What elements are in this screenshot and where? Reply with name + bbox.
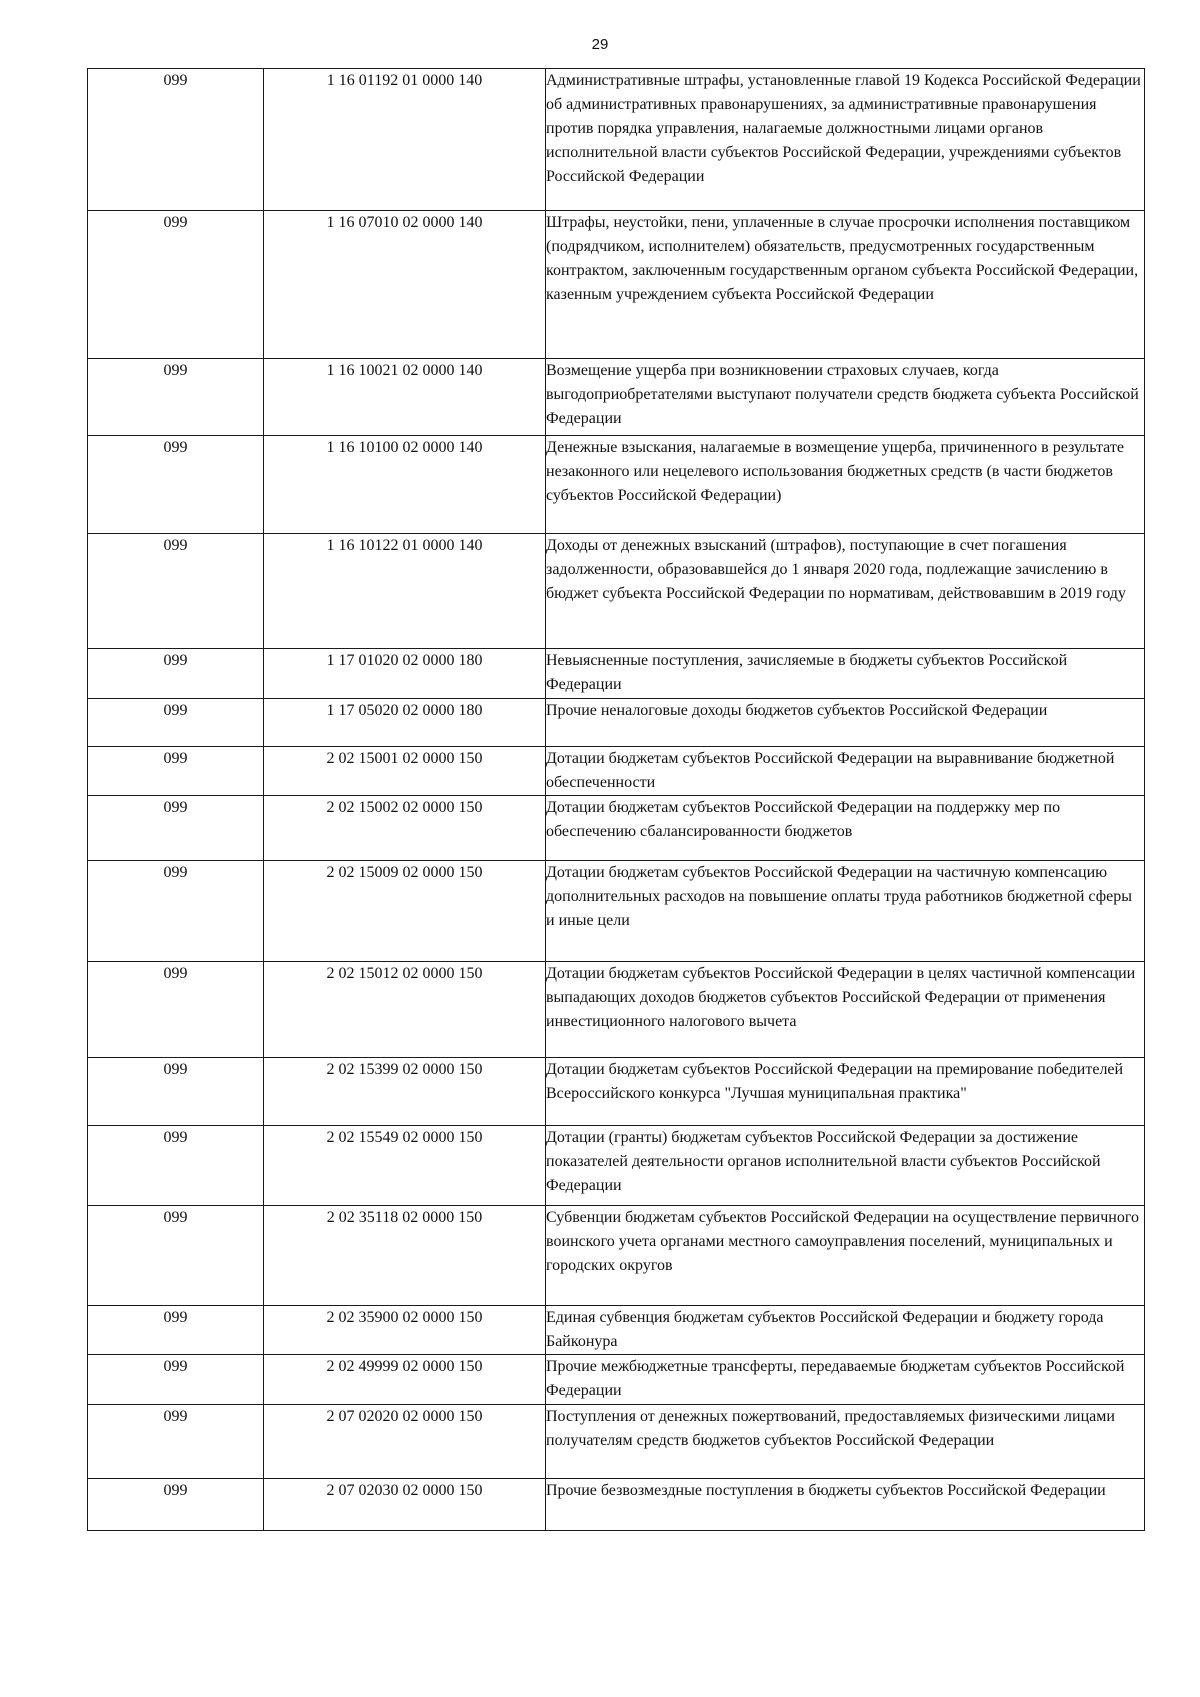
table-row [88,1306,1145,1355]
budget-code-cell: 2 02 49999 02 0000 150 [264,1355,546,1405]
budget-code-cell: 2 02 15399 02 0000 150 [264,1058,546,1126]
revenue-name-cell: Дотации бюджетам субъектов Российской Федерации на поддержку мер по обеспечению сбалансированности бюджетов [546,796,1145,861]
table-row [88,796,1145,861]
table-row [88,747,1145,796]
page-number: 29 [591,36,609,53]
budget-code-cell: 1 16 01192 01 0000 140 [264,69,546,211]
table-row [88,69,1145,211]
table-row [88,211,1145,359]
table-row [88,649,1145,699]
budget-code-cell: 2 02 15012 02 0000 150 [264,962,546,1058]
budget-code-cell: 2 02 15001 02 0000 150 [264,747,546,796]
budget-code-cell: 1 17 01020 02 0000 180 [264,649,546,699]
revenue-name-cell: Единая субвенция бюджетам субъектов Российской Федерации и бюджету города Байконура [546,1306,1145,1355]
revenue-name-cell: Штрафы, неустойки, пени, уплаченные в случае просрочки исполнения поставщиком (подрядчиком, исполнителем) обязательств, предусмотренных государственным контрактом, заключенным государственным органом субъекта Российской Федерации, казенным учреждением субъекта Российской Федерации [546,211,1145,359]
revenue-name-cell: Прочие неналоговые доходы бюджетов субъектов Российской Федерации [546,699,1145,747]
revenue-name-cell: Субвенции бюджетам субъектов Российской Федерации на осуществление первичного воинского учета органами местного самоуправления поселений, муниципальных и городских округов [546,1206,1145,1306]
admin-code-cell: 099 [88,796,264,861]
table-row [88,699,1145,747]
revenue-name-cell: Возмещение ущерба при возникновении страховых случаев, когда выгодоприобретателями выступают получатели средств бюджета субъекта Российской Федерации [546,359,1145,436]
revenue-name-cell: Дотации бюджетам субъектов Российской Федерации на выравнивание бюджетной обеспеченности [546,747,1145,796]
revenue-name-cell: Доходы от денежных взысканий (штрафов), поступающие в счет погашения задолженности, образовавшейся до 1 января 2020 года, подлежащие зачислению в бюджет субъекта Российской Федерации по нормативам, действовавшим в 2019 году [546,534,1145,649]
revenue-name-cell: Административные штрафы, установленные главой 19 Кодекса Российской Федерации об административных правонарушениях, за административные правонарушения против порядка управления, налагаемые должностными лицами органов исполнительной власти субъектов Российской Федерации, учреждениями субъектов Российской Федерации [546,69,1145,211]
budget-code-cell: 2 07 02030 02 0000 150 [264,1479,546,1531]
admin-code-cell: 099 [88,1479,264,1531]
budget-code-cell: 1 16 07010 02 0000 140 [264,211,546,359]
table-row [88,436,1145,534]
budget-code-cell: 1 16 10122 01 0000 140 [264,534,546,649]
table-row [88,1479,1145,1531]
budget-code-cell: 2 07 02020 02 0000 150 [264,1405,546,1479]
revenue-name-cell: Дотации (гранты) бюджетам субъектов Российской Федерации за достижение показателей деятельности органов исполнительной власти субъектов Российской Федерации [546,1126,1145,1206]
revenue-name-cell: Прочие безвозмездные поступления в бюджеты субъектов Российской Федерации [546,1479,1145,1531]
budget-code-cell: 2 02 35900 02 0000 150 [264,1306,546,1355]
revenue-codes-table [87,68,1145,1531]
revenue-name-cell: Денежные взыскания, налагаемые в возмещение ущерба, причиненного в результате незаконного или нецелевого использования бюджетных средств (в части бюджетов субъектов Российской Федерации) [546,436,1145,534]
budget-code-cell: 2 02 35118 02 0000 150 [264,1206,546,1306]
table-row [88,534,1145,649]
table-row [88,1355,1145,1405]
revenue-name-cell: Невыясненные поступления, зачисляемые в бюджеты субъектов Российской Федерации [546,649,1145,699]
table-row [88,962,1145,1058]
table-row [88,1126,1145,1206]
admin-code-cell: 099 [88,699,264,747]
admin-code-cell: 099 [88,1355,264,1405]
admin-code-cell: 099 [88,1126,264,1206]
revenue-name-cell: Дотации бюджетам субъектов Российской Федерации в целях частичной компенсации выпадающих доходов бюджетов субъектов Российской Федерации от применения инвестиционного налогового вычета [546,962,1145,1058]
budget-code-cell: 1 16 10100 02 0000 140 [264,436,546,534]
revenue-name-cell: Дотации бюджетам субъектов Российской Федерации на премирование победителей Всероссийского конкурса "Лучшая муниципальная практика" [546,1058,1145,1126]
revenue-name-cell: Поступления от денежных пожертвований, предоставляемых физическими лицами получателям средств бюджетов субъектов Российской Федерации [546,1405,1145,1479]
revenue-name-cell: Дотации бюджетам субъектов Российской Федерации на частичную компенсацию дополнительных расходов на повышение оплаты труда работников бюджетной сферы и иные цели [546,861,1145,962]
budget-code-cell: 1 17 05020 02 0000 180 [264,699,546,747]
admin-code-cell: 099 [88,436,264,534]
admin-code-cell: 099 [88,359,264,436]
table-row [88,1405,1145,1479]
admin-code-cell: 099 [88,861,264,962]
admin-code-cell: 099 [88,534,264,649]
admin-code-cell: 099 [88,1306,264,1355]
budget-code-cell: 2 02 15002 02 0000 150 [264,796,546,861]
table-row [88,1206,1145,1306]
table-body [88,69,1145,1531]
table-row [88,861,1145,962]
budget-code-cell: 2 02 15009 02 0000 150 [264,861,546,962]
budget-code-cell: 1 16 10021 02 0000 140 [264,359,546,436]
admin-code-cell: 099 [88,1405,264,1479]
revenue-name-cell: Прочие межбюджетные трансферты, передаваемые бюджетам субъектов Российской Федерации [546,1355,1145,1405]
admin-code-cell: 099 [88,649,264,699]
table-row [88,359,1145,436]
admin-code-cell: 099 [88,747,264,796]
table-row [88,1058,1145,1126]
admin-code-cell: 099 [88,1058,264,1126]
admin-code-cell: 099 [88,69,264,211]
admin-code-cell: 099 [88,962,264,1058]
admin-code-cell: 099 [88,1206,264,1306]
admin-code-cell: 099 [88,211,264,359]
budget-code-cell: 2 02 15549 02 0000 150 [264,1126,546,1206]
